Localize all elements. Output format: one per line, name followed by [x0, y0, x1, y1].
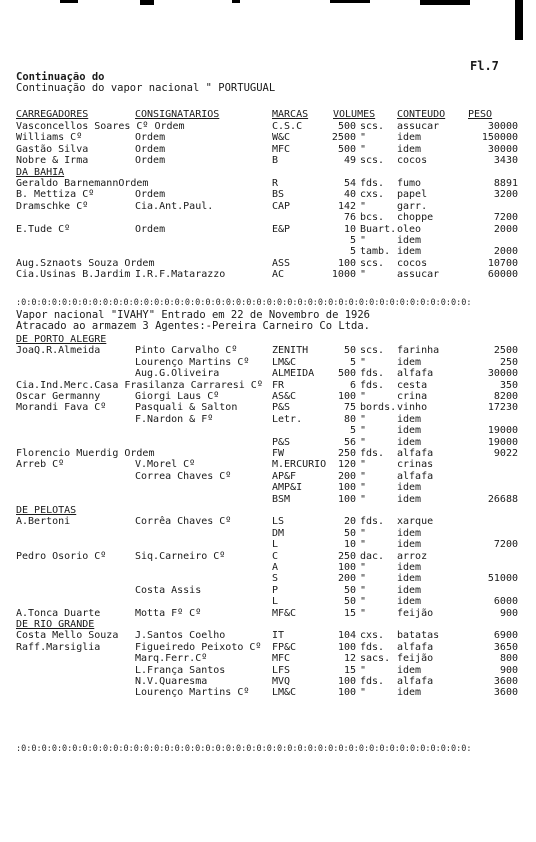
- package-cell: ": [360, 132, 367, 144]
- mark-cell: P&S: [272, 436, 291, 448]
- weight-cell: 3650: [493, 641, 518, 653]
- package-cell: scs.: [360, 155, 385, 167]
- volumes-cell: 5: [349, 425, 356, 437]
- volumes-cell: 250: [337, 550, 356, 562]
- mark-cell: LM&C: [272, 356, 297, 368]
- consignee-cell: Ordem: [135, 132, 166, 144]
- weight-cell: 6000: [493, 596, 518, 608]
- volumes-cell: 100: [337, 482, 356, 494]
- package-cell: ": [360, 562, 367, 573]
- contents-cell: assucar: [397, 269, 440, 281]
- shipper-cell: Gastão Silva: [16, 143, 89, 155]
- volumes-cell: 120: [337, 459, 356, 471]
- consignee-cell: J.Santos Coelho: [135, 630, 226, 642]
- mark-cell: AMP&I: [272, 482, 303, 494]
- package-cell: ": [360, 391, 367, 402]
- mark-cell: E&P: [272, 223, 291, 235]
- weight-cell: 2000: [493, 223, 518, 235]
- package-cell: ": [360, 235, 367, 246]
- package-cell: ": [360, 607, 367, 619]
- contents-cell: idem: [397, 527, 422, 539]
- contents-cell: idem: [397, 413, 422, 425]
- weight-cell: 3200: [493, 189, 518, 201]
- contents-cell: choppe: [397, 212, 434, 224]
- package-cell: ": [360, 269, 367, 281]
- mark-cell: ASS: [272, 257, 291, 269]
- contents-cell: idem: [397, 235, 422, 246]
- contents-cell: crina: [397, 391, 428, 402]
- package-cell: ": [360, 573, 367, 585]
- contents-cell: alfafa: [397, 448, 434, 459]
- volumes-cell: 10: [343, 539, 356, 551]
- contents-cell: idem: [397, 687, 422, 699]
- consignee-cell: Marq.Ferr.Cº: [135, 653, 208, 665]
- consignee-cell: Giorgi Laus Cº: [135, 391, 220, 402]
- contents-cell: idem: [397, 539, 422, 551]
- contents-cell: idem: [397, 573, 422, 585]
- shipper-cell: Dramschke Cº: [16, 200, 89, 212]
- contents-cell: idem: [397, 143, 422, 155]
- contents-cell: cesta: [397, 379, 428, 391]
- package-cell: bcs.: [360, 212, 385, 224]
- package-cell: fds.: [360, 368, 385, 380]
- mark-cell: S: [272, 573, 279, 585]
- shipper-cell: Florencio Muerdig Ordem: [16, 448, 155, 459]
- package-cell: ": [360, 413, 367, 425]
- volumes-cell: 100: [337, 493, 356, 505]
- mark-cell: MFC: [272, 653, 291, 665]
- mark-cell: FW: [272, 448, 285, 459]
- consignee-cell: Ordem: [135, 155, 166, 167]
- package-cell: cxs.: [360, 630, 385, 642]
- volumes-cell: 15: [343, 664, 356, 676]
- mark-cell: LFS: [272, 664, 291, 676]
- volumes-cell: 80: [343, 413, 356, 425]
- contents-cell: feijão: [397, 653, 434, 665]
- shipper-cell: Williams Cº: [16, 132, 83, 144]
- volumes-cell: 200: [337, 573, 356, 585]
- mark-cell: LS: [272, 516, 285, 528]
- contents-cell: alfafa: [397, 470, 434, 482]
- contents-cell: cocos: [397, 257, 428, 269]
- weight-cell: 3600: [493, 687, 518, 699]
- package-cell: ": [360, 584, 367, 596]
- mark-cell: B: [272, 155, 279, 167]
- separator-line-1: :0:0:0:0:0:0:0:0:0:0:0:0:0:0:0:0:0:0:0:0:0:0:0:0:0:0:0:0:0:0:0:0:0:0:0:0:0:0:0:0:0:0:0:0:: [16, 298, 472, 308]
- shipper-cell: Costa Mello Souza: [16, 630, 119, 642]
- volumes-cell: 200: [337, 470, 356, 482]
- package-cell: ": [360, 425, 367, 437]
- consignee-cell: Ordem: [135, 143, 166, 155]
- contents-cell: idem: [397, 356, 422, 368]
- consignee-cell: N.V.Quaresma: [135, 676, 208, 687]
- contents-cell: idem: [397, 132, 422, 144]
- shipper-cell: A.Bertoni: [16, 516, 71, 528]
- mark-cell: BS: [272, 189, 285, 201]
- volumes-cell: 20: [343, 516, 356, 528]
- weight-cell: 9022: [493, 448, 518, 459]
- weight-cell: 51000: [487, 573, 518, 585]
- contents-cell: idem: [397, 584, 422, 596]
- mark-cell: FP&C: [272, 641, 297, 653]
- mark-cell: LM&C: [272, 687, 297, 699]
- package-cell: ": [360, 687, 367, 699]
- volumes-cell: 100: [337, 676, 356, 687]
- shipper-cell: Aug.Sznaots Souza Ordem: [16, 257, 155, 269]
- volumes-cell: 5: [349, 246, 356, 258]
- contents-cell: oleo: [397, 223, 422, 235]
- consignee-cell: Lourenço Martins Cº: [135, 687, 250, 699]
- mark-cell: C: [272, 550, 279, 562]
- volumes-cell: 54: [343, 178, 356, 189]
- consignee-cell: Correa Chaves Cº: [135, 470, 232, 482]
- heading-continuation: Continuação do: [16, 71, 105, 83]
- column-header: CONSIGNATARIOS: [135, 109, 220, 120]
- package-cell: ": [360, 539, 367, 551]
- contents-cell: fumo: [397, 178, 422, 189]
- weight-cell: 60000: [487, 269, 518, 281]
- weight-cell: 150000: [481, 132, 518, 144]
- volumes-cell: 50: [343, 584, 356, 596]
- package-cell: scs.: [360, 121, 385, 132]
- volumes-cell: 75: [343, 402, 356, 414]
- weight-cell: 7200: [493, 212, 518, 224]
- mark-cell: P&S: [272, 402, 291, 414]
- consignee-cell: Aug.G.Oliveira: [135, 368, 220, 380]
- consignee-cell: Ordem: [135, 189, 166, 201]
- contents-cell: idem: [397, 246, 422, 258]
- volumes-cell: 100: [337, 687, 356, 699]
- weight-cell: 2500: [493, 345, 518, 357]
- weight-cell: 3430: [493, 155, 518, 167]
- package-cell: fds.: [360, 641, 385, 653]
- section-title: DE RIO GRANDE: [16, 619, 95, 630]
- weight-cell: 17230: [487, 402, 518, 414]
- volumes-cell: 1000: [331, 269, 356, 281]
- consignee-cell: Motta Fº Cº: [135, 607, 202, 619]
- volumes-cell: 500: [337, 121, 356, 132]
- mark-cell: P: [272, 584, 279, 596]
- package-cell: ": [360, 470, 367, 482]
- consignee-cell: I.R.F.Matarazzo: [135, 269, 226, 281]
- package-cell: cxs.: [360, 189, 385, 201]
- package-cell: fds.: [360, 448, 385, 459]
- volumes-cell: 2500: [331, 132, 356, 144]
- shipper-cell: E.Tude Cº: [16, 223, 71, 235]
- shipper-cell: Geraldo BarnemannOrdem: [16, 178, 149, 189]
- berth-agents-line: Atracado ao armazem 3 Agentes:-Pereira Carneiro Co Ltda.: [16, 320, 371, 332]
- volumes-cell: 100: [337, 641, 356, 653]
- package-cell: ": [360, 459, 367, 471]
- weight-cell: 800: [499, 653, 518, 665]
- contents-cell: alfafa: [397, 641, 434, 653]
- contents-cell: xarque: [397, 516, 434, 528]
- mark-cell: L: [272, 596, 279, 608]
- mark-cell: Letr.: [272, 413, 303, 425]
- column-header: CARREGADORES: [16, 109, 89, 120]
- weight-cell: 2000: [493, 246, 518, 258]
- consignee-cell: V.Morel Cº: [135, 459, 196, 471]
- volumes-cell: 142: [337, 200, 356, 212]
- contents-cell: assucar: [397, 121, 440, 132]
- shipper-cell: Raff.Marsiglia: [16, 641, 101, 653]
- contents-cell: garr.: [397, 200, 428, 212]
- shipper-cell: Morandi Fava Cº: [16, 402, 107, 414]
- mark-cell: ALMEIDA: [272, 368, 315, 380]
- separator-line-2: :0:0:0:0:0:0:0:0:0:0:0:0:0:0:0:0:0:0:0:0:0:0:0:0:0:0:0:0:0:0:0:0:0:0:0:0:0:0:0:0:0:0:0:0:: [16, 744, 472, 754]
- contents-cell: idem: [397, 596, 422, 608]
- mark-cell: FR: [272, 379, 285, 391]
- weight-cell: 19000: [487, 436, 518, 448]
- contents-cell: papel: [397, 189, 428, 201]
- contents-cell: arroz: [397, 550, 428, 562]
- package-cell: ": [360, 596, 367, 608]
- heading-vessel-continuation: Continuação do vapor nacional " PORTUGUAL: [16, 82, 276, 94]
- weight-cell: 6900: [493, 630, 518, 642]
- mark-cell: DM: [272, 527, 285, 539]
- shipper-cell: JoaQ.R.Almeida: [16, 345, 101, 357]
- contents-cell: alfafa: [397, 676, 434, 687]
- package-cell: fds.: [360, 379, 385, 391]
- volumes-cell: 15: [343, 607, 356, 619]
- contents-cell: vinho: [397, 402, 428, 414]
- mark-cell: MF&C: [272, 607, 297, 619]
- weight-cell: 7200: [493, 539, 518, 551]
- package-cell: dac.: [360, 550, 385, 562]
- package-cell: ": [360, 664, 367, 676]
- contents-cell: idem: [397, 562, 422, 573]
- shipper-cell: A.Tonca Duarte: [16, 607, 101, 619]
- consignee-cell: Figueiredo Peixoto Cº: [135, 641, 262, 653]
- consignee-cell: Pasquali & Salton: [135, 402, 238, 414]
- mark-cell: AS&C: [272, 391, 297, 402]
- volumes-cell: 500: [337, 143, 356, 155]
- shipper-cell: Arreb Cº: [16, 459, 65, 471]
- mark-cell: MVQ: [272, 676, 291, 687]
- volumes-cell: 100: [337, 562, 356, 573]
- package-cell: ": [360, 143, 367, 155]
- package-cell: fds.: [360, 516, 385, 528]
- weight-cell: 26688: [487, 493, 518, 505]
- volumes-cell: 12: [343, 653, 356, 665]
- package-cell: ": [360, 200, 367, 212]
- mark-cell: MFC: [272, 143, 291, 155]
- weight-cell: 3600: [493, 676, 518, 687]
- volumes-cell: 104: [337, 630, 356, 642]
- consignee-cell: Siq.Carneiro Cº: [135, 550, 226, 562]
- volumes-cell: 10: [343, 223, 356, 235]
- contents-cell: idem: [397, 436, 422, 448]
- volumes-cell: 49: [343, 155, 356, 167]
- shipper-cell: Vasconcellos Soares Cº Ordem: [16, 121, 185, 132]
- weight-cell: 8200: [493, 391, 518, 402]
- contents-cell: idem: [397, 482, 422, 494]
- weight-cell: 19000: [487, 425, 518, 437]
- shipper-cell: Cia.Ind.Merc.Casa Frasilanza Carraresi Cº: [16, 379, 263, 391]
- consignee-cell: Costa Assis: [135, 584, 202, 596]
- consignee-cell: Cia.Ant.Paul.: [135, 200, 214, 212]
- mark-cell: AP&F: [272, 470, 297, 482]
- consignee-cell: Pinto Carvalho Cº: [135, 345, 238, 357]
- consignee-cell: F.Nardon & Fº: [135, 413, 214, 425]
- column-header: VOLUMES: [333, 109, 376, 120]
- consignee-cell: L.França Santos: [135, 664, 226, 676]
- volumes-cell: 500: [337, 368, 356, 380]
- mark-cell: R: [272, 178, 279, 189]
- consignee-cell: Lourenço Martins Cº: [135, 356, 250, 368]
- consignee-cell: Ordem: [135, 223, 166, 235]
- package-cell: Buart.: [360, 223, 397, 235]
- contents-cell: idem: [397, 493, 422, 505]
- weight-cell: 30000: [487, 143, 518, 155]
- package-cell: ": [360, 356, 367, 368]
- volumes-cell: 50: [343, 527, 356, 539]
- consignee-cell: Corrêa Chaves Cº: [135, 516, 232, 528]
- mark-cell: AC: [272, 269, 285, 281]
- package-cell: ": [360, 436, 367, 448]
- package-cell: ": [360, 527, 367, 539]
- volumes-cell: 6: [349, 379, 356, 391]
- column-header: CONTEUDO: [397, 109, 446, 120]
- package-cell: fds.: [360, 178, 385, 189]
- section-title: DA BAHIA: [16, 166, 65, 178]
- contents-cell: crinas: [397, 459, 434, 471]
- package-cell: ": [360, 482, 367, 494]
- volumes-cell: 50: [343, 345, 356, 357]
- page-number: Fl.7: [470, 59, 499, 73]
- weight-cell: 350: [499, 379, 518, 391]
- scan-speck: [232, 0, 240, 3]
- package-cell: fds.: [360, 676, 385, 687]
- volumes-cell: 56: [343, 436, 356, 448]
- contents-cell: farinha: [397, 345, 440, 357]
- weight-cell: 250: [499, 356, 518, 368]
- shipper-cell: Pedro Osorio Cº: [16, 550, 107, 562]
- shipper-cell: Oscar Germanny: [16, 391, 101, 402]
- volumes-cell: 5: [349, 235, 356, 246]
- section-title: DE PELOTAS: [16, 505, 77, 516]
- mark-cell: ZENITH: [272, 345, 309, 357]
- scan-speck: [140, 0, 154, 5]
- mark-cell: M.ERCURIO: [272, 459, 327, 471]
- volumes-cell: 250: [337, 448, 356, 459]
- scan-speck: [420, 0, 470, 5]
- weight-cell: 900: [499, 664, 518, 676]
- contents-cell: idem: [397, 425, 422, 437]
- mark-cell: A: [272, 562, 279, 573]
- mark-cell: BSM: [272, 493, 291, 505]
- scan-speck: [515, 0, 523, 40]
- mark-cell: C.S.C: [272, 121, 303, 132]
- section-title: DE PORTO ALEGRE: [16, 334, 107, 345]
- volumes-cell: 100: [337, 391, 356, 402]
- scan-speck: [330, 0, 370, 3]
- weight-cell: 8891: [493, 178, 518, 189]
- volumes-cell: 40: [343, 189, 356, 201]
- volumes-cell: 5: [349, 356, 356, 368]
- volumes-cell: 76: [343, 212, 356, 224]
- contents-cell: alfafa: [397, 368, 434, 380]
- column-header: MARCAS: [272, 109, 309, 120]
- package-cell: sacs.: [360, 653, 391, 665]
- shipper-cell: Nobre & Irma: [16, 155, 89, 167]
- vessel-entry-line: Vapor nacional "IVAHY" Entrado em 22 de Novembro de 1926: [16, 309, 371, 321]
- package-cell: scs.: [360, 345, 385, 357]
- package-cell: bords.: [360, 402, 397, 414]
- mark-cell: IT: [272, 630, 285, 642]
- shipper-cell: B. Mettiza Cº: [16, 189, 95, 201]
- package-cell: scs.: [360, 257, 385, 269]
- contents-cell: cocos: [397, 155, 428, 167]
- contents-cell: feijão: [397, 607, 434, 619]
- contents-cell: idem: [397, 664, 422, 676]
- mark-cell: W&C: [272, 132, 291, 144]
- volumes-cell: 100: [337, 257, 356, 269]
- weight-cell: 900: [499, 607, 518, 619]
- weight-cell: 30000: [487, 368, 518, 380]
- package-cell: tamb.: [360, 246, 391, 258]
- mark-cell: CAP: [272, 200, 291, 212]
- weight-cell: 10700: [487, 257, 518, 269]
- contents-cell: batatas: [397, 630, 440, 642]
- shipper-cell: Cia.Usinas B.Jardim: [16, 269, 131, 281]
- weight-cell: 30000: [487, 121, 518, 132]
- scan-speck: [60, 0, 78, 3]
- column-header: PESO: [468, 109, 493, 120]
- package-cell: ": [360, 493, 367, 505]
- volumes-cell: 50: [343, 596, 356, 608]
- mark-cell: L: [272, 539, 279, 551]
